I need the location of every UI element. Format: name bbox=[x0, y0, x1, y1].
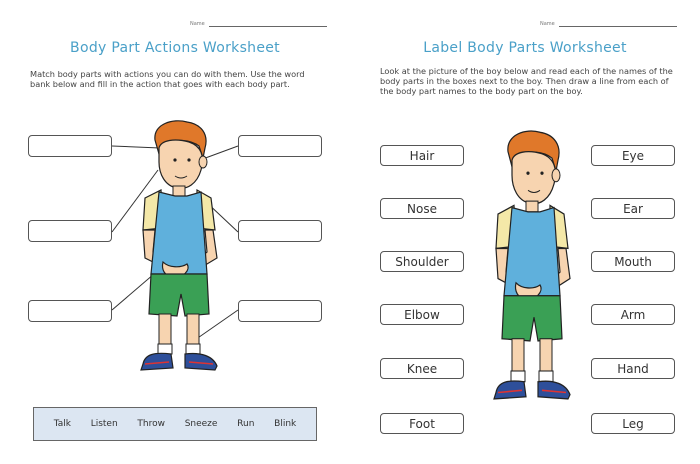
label-box-knee[interactable]: Knee bbox=[380, 358, 464, 379]
label-box-shoulder[interactable]: Shoulder bbox=[380, 251, 464, 272]
label-box-nose[interactable]: Nose bbox=[380, 198, 464, 219]
word-bank bbox=[33, 407, 317, 441]
label-box-leg[interactable]: Leg bbox=[591, 413, 675, 434]
worksheet-title: Body Part Actions Worksheet bbox=[70, 40, 280, 56]
word-bank-item: Blink bbox=[274, 419, 297, 429]
worksheet-instructions: Match body parts with actions you can do with them. Use the word bank below and fill in the action that goes with each body part. bbox=[30, 69, 305, 90]
name-label: Name bbox=[190, 21, 205, 27]
label-box-hair[interactable]: Hair bbox=[380, 145, 464, 166]
word-bank-item: Sneeze bbox=[184, 419, 218, 429]
label-box-hand[interactable]: Hand bbox=[591, 358, 675, 379]
worksheet-title: Label Body Parts Worksheet bbox=[423, 40, 627, 56]
label-box-foot[interactable]: Foot bbox=[380, 413, 464, 434]
word-bank-item: Throw bbox=[137, 419, 165, 429]
name-label: Name bbox=[540, 21, 555, 27]
label-box-elbow[interactable]: Elbow bbox=[380, 304, 464, 325]
name-line bbox=[540, 20, 677, 27]
name-input-line[interactable] bbox=[559, 20, 677, 27]
word-bank-item: Listen bbox=[90, 419, 118, 429]
boy-illustration bbox=[125, 118, 235, 384]
word-bank-item: Run bbox=[237, 419, 255, 429]
label-box-ear[interactable]: Ear bbox=[591, 198, 675, 219]
boy-illustration bbox=[478, 128, 588, 414]
worksheet-instructions: Look at the picture of the boy below and read each of the names of the body parts in the boxes next to the boy. Then draw a line from each of the body part names to the body part on the boy. bbox=[380, 66, 673, 97]
label-box-arm[interactable]: Arm bbox=[591, 304, 675, 325]
label-box-eye[interactable]: Eye bbox=[591, 145, 675, 166]
label-box-mouth[interactable]: Mouth bbox=[591, 251, 675, 272]
word-bank-item: Talk bbox=[53, 419, 71, 429]
right-worksheet bbox=[350, 0, 700, 464]
